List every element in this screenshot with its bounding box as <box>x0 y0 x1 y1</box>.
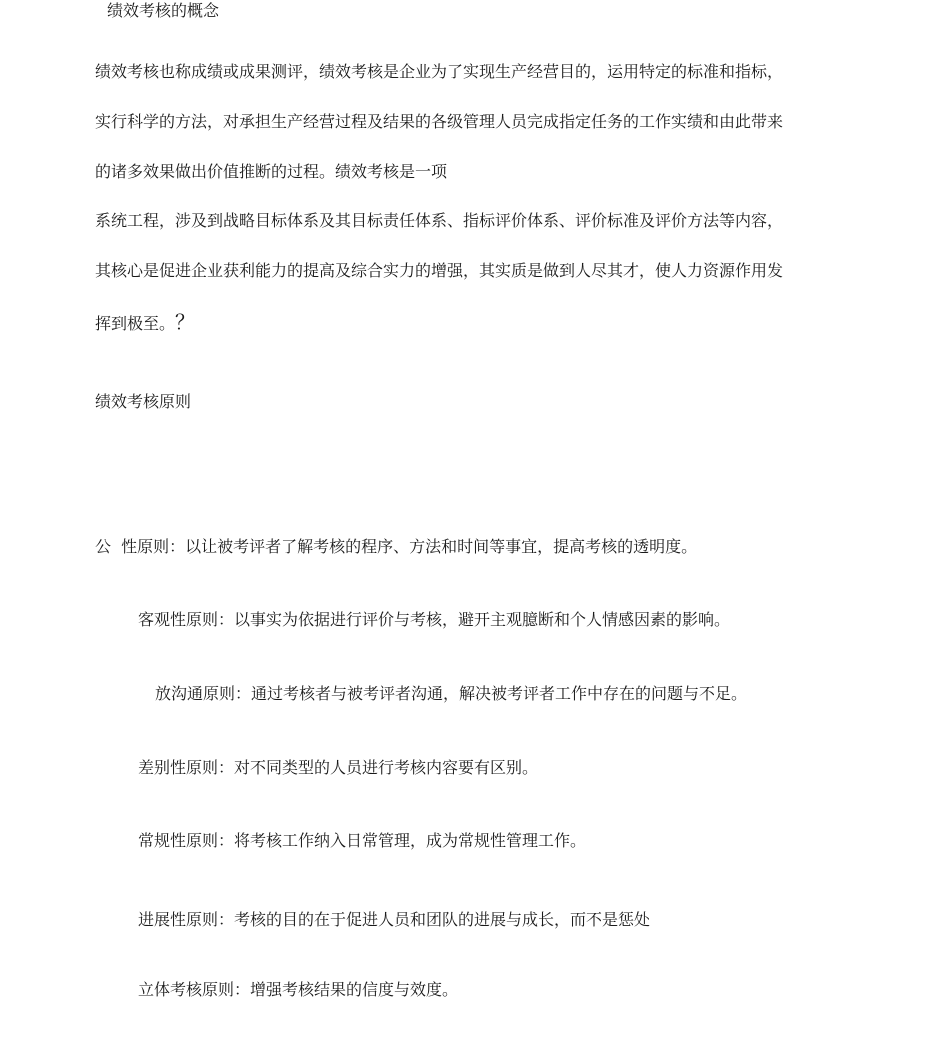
paragraph-line-3: 的诸多效果做出价值推断的过程。绩效考核是一项 <box>95 162 448 181</box>
question-mark-glyph: ？ <box>175 310 196 334</box>
paragraph-line-6 <box>95 312 195 334</box>
paragraph-line-4: 系统工程，涉及到战略目标体系及其目标责任体系、指标评价体系、评价标准及评价方法等内容， <box>95 211 784 230</box>
principle-communication: 放沟通原则：通过考核者与被考评者沟通，解决被考评者工作中存在的问题与不足。 <box>155 684 748 703</box>
paragraph-line-5: 其核心是促进企业获利能力的提高及综合实力的增强，其实质是做到人尽其才，使人力资源作用发 <box>95 261 784 280</box>
principle-development: 进展性原则：考核的目的在于促进人员和团队的进展与成长，而不是惩处 <box>138 910 651 929</box>
principle-openness: 公 性原则：以让被考评者了解考核的程序、方法和时间等事宜，提高考核的透明度。 <box>95 537 698 556</box>
principle-multidimensional: 立体考核原则：增强考核结果的信度与效度。 <box>138 980 459 999</box>
section-title-principles: 绩效考核原则 <box>95 392 192 411</box>
principle-differentiation: 差别性原则：对不同类型的人员进行考核内容要有区别。 <box>138 758 539 777</box>
paragraph-line-6-text: 挥到极至。 <box>95 314 176 333</box>
paragraph-line-1: 绩效考核也称成绩或成果测评，绩效考核是企业为了实现生产经营目的，运用特定的标准和指标， <box>95 62 784 81</box>
principle-objectivity: 客观性原则：以事实为依据进行评价与考核，避开主观臆断和个人情感因素的影响。 <box>138 610 731 629</box>
section-title-concept: 绩效考核的概念 <box>107 1 220 20</box>
paragraph-line-2: 实行科学的方法，对承担生产经营过程及结果的各级管理人员完成指定任务的工作实绩和由此带来 <box>95 112 784 131</box>
principle-routine: 常规性原则：将考核工作纳入日常管理，成为常规性管理工作。 <box>138 831 587 850</box>
